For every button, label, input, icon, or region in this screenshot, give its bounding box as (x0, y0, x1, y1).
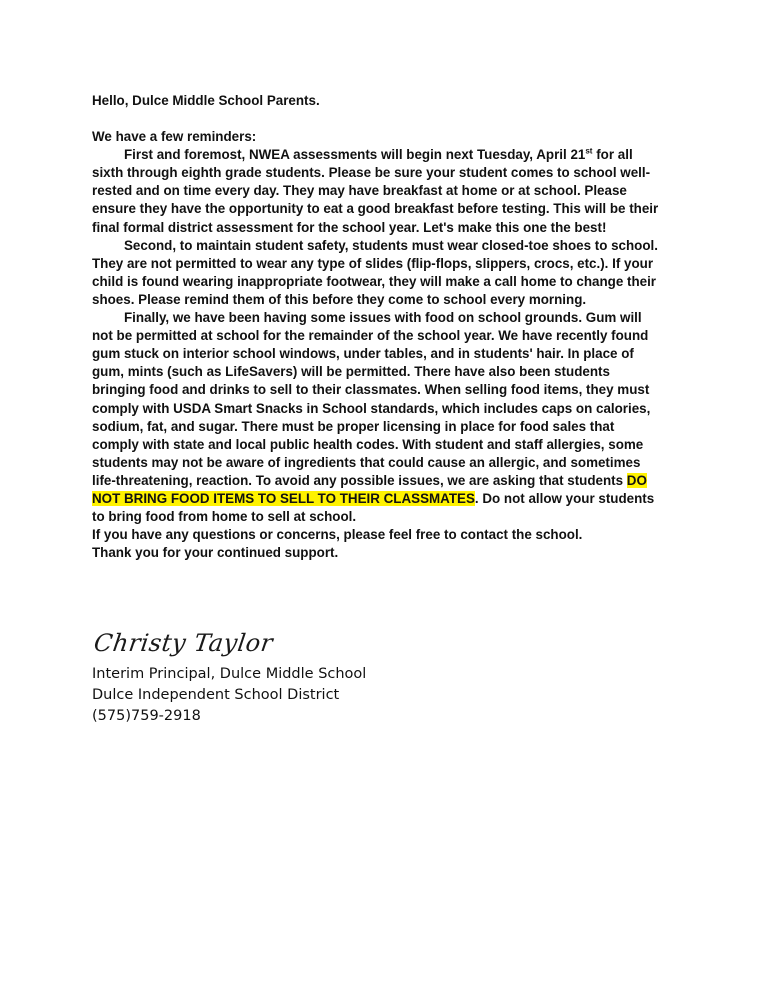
paragraph-food-text: Finally, we have been having some issues with food on school grounds. Gum will not be permitted at school for the remainder of the school year. We have recently found gum stuck on interior school windows, under tables, and in students' hair. In place of gum, mints (such as LifeSavers) will be permitted. There have also been students bringing food and drinks to sell to their classmates. When selling food items, they must comply with USDA Smart Snacks in School standards, which includes caps on calories, sodium, fat, and sugar. There must be proper licensing in place for food sales that comply with state and local public health codes. With student and staff allergies, some students may not be aware of ingredients that could cause an allergic, and sometimes life-threatening, reaction. To avoid any possible issues, we are asking that students (92, 310, 651, 488)
paragraph-food (92, 309, 660, 526)
handwritten-signature: Christy Taylor (92, 629, 275, 657)
signature-block (92, 628, 512, 727)
paragraph-footwear-text: Second, to maintain student safety, students must wear closed-toe shoes to school. They are not permitted to wear any type of slides (flip-flops, slippers, crocs, etc.). If your child is found wearing inappropriate footwear, they will make a call home to change their shoes. Please remind them of this before they come to school every morning. (92, 237, 658, 307)
paragraph-food-end: . Do not allow your students to bring food from home to sell at school. (92, 490, 655, 525)
letter-body (92, 92, 660, 562)
paragraph-footwear (92, 237, 660, 309)
paragraph-assessments (92, 146, 660, 236)
signer-phone: (575)759-2918 (92, 708, 201, 724)
highlighted-warning: DO NOT BRING FOOD ITEMS TO SELL TO THEIR CLASSMATES (92, 472, 647, 506)
questions-line: If you have any questions or concerns, please feel free to contact the school. (92, 527, 583, 543)
paragraph-assessments-text: First and foremost, NWEA assessments will begin next Tuesday, April 21st for all sixth through eighth grade students. Please be sure your student comes to school well-rested and on time every day. They may have breakfast at home or at school. Please ensure they have the opportunity to eat a good breakfast before testing. This will be their final formal district assessment for the school year. Let's make this one the best! (92, 146, 659, 235)
letter-intro: We have a few reminders: (92, 129, 257, 145)
thanks-line: Thank you for your continued support. (92, 545, 339, 561)
letter-greeting: Hello, Dulce Middle School Parents. (92, 93, 320, 108)
signer-district: Dulce Independent School District (92, 687, 340, 703)
signer-title: Interim Principal, Dulce Middle School (92, 666, 367, 682)
